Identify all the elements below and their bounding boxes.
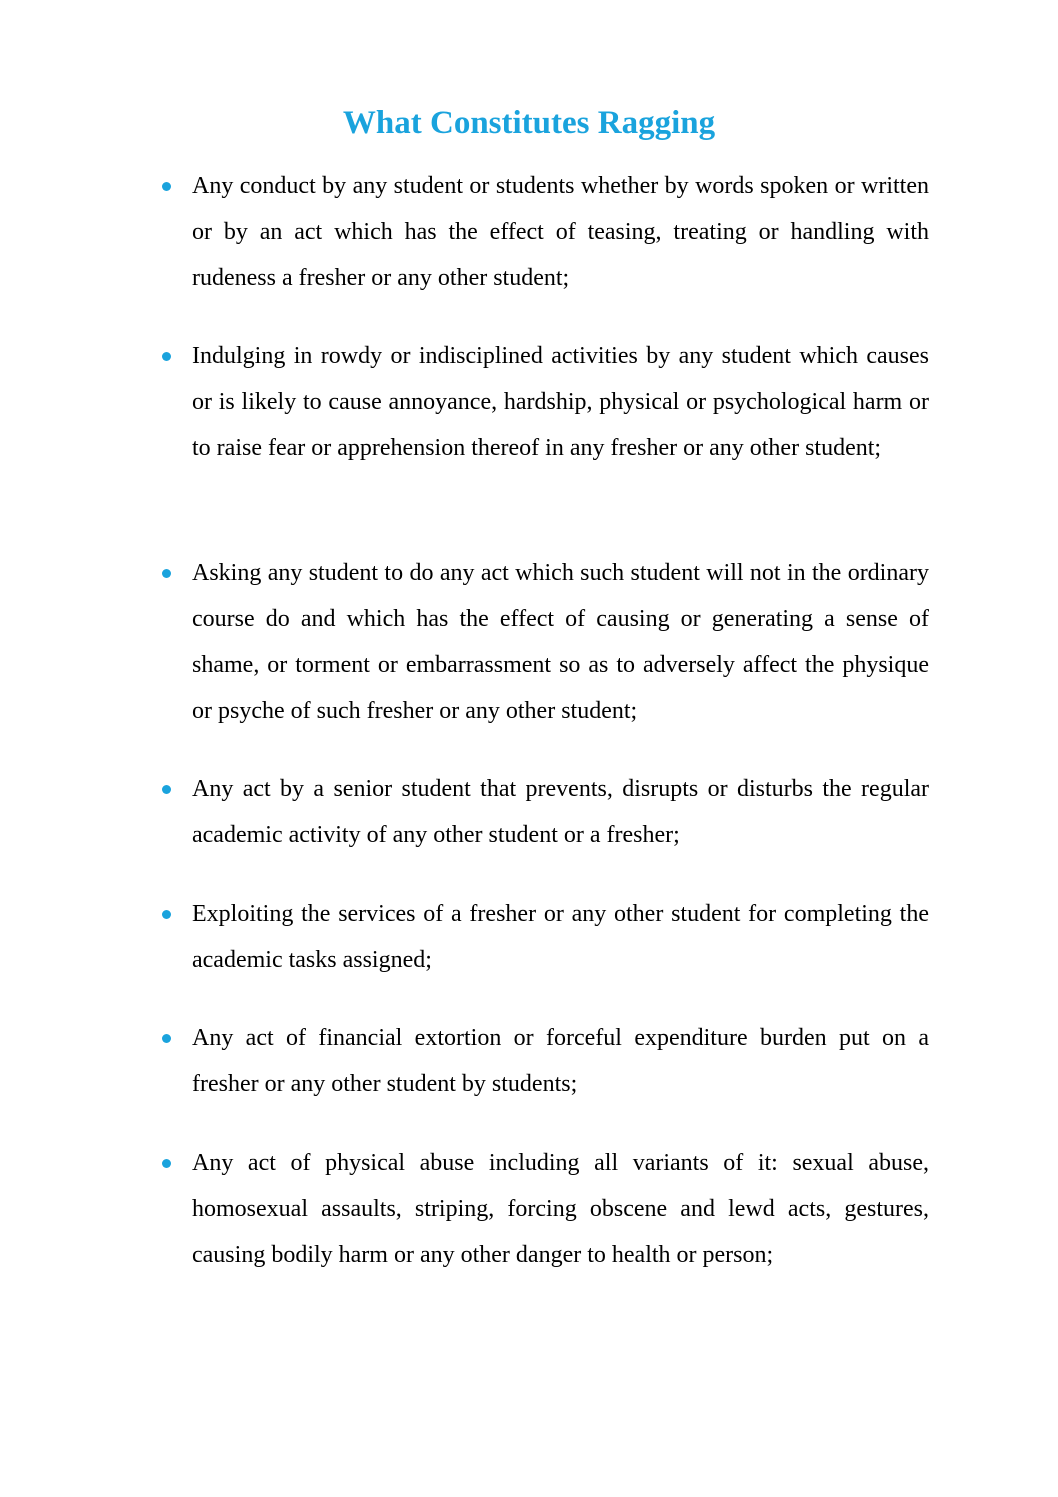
page-title: What Constitutes Ragging <box>342 105 716 141</box>
list-item-text: Indulging in rowdy or indisciplined activities by any student which causes or is likely to cause annoyance, hardship, physical or psychological harm or to raise fear or apprehension thereof in any fresher or any other student; <box>192 343 929 461</box>
bullet-icon <box>162 352 171 361</box>
bullet-icon <box>162 785 171 794</box>
list-item-text: Asking any student to do any act which such student will not in the ordinary course do and which has the effect of causing or generating a sense of shame, or torment or embarrassment so as to adversely affect the physique or psyche of such fresher or any other student; <box>192 560 929 724</box>
list-item-text: Exploiting the services of a fresher or any other student for completing the academic tasks assigned; <box>192 901 929 973</box>
list-item-text: Any conduct by any student or students whether by words spoken or written or by an act which has the effect of teasing, treating or handling with rudeness a fresher or any other student; <box>192 173 929 291</box>
bullet-icon <box>162 1034 171 1043</box>
bullet-icon <box>162 1159 171 1168</box>
bullet-icon <box>162 569 171 578</box>
list-item-text: Any act by a senior student that prevents, disrupts or disturbs the regular academic activity of any other student or a fresher; <box>192 776 929 848</box>
list-item-text: Any act of financial extortion or forceful expenditure burden put on a fresher or any other student by students; <box>192 1025 929 1097</box>
list-item-text: Any act of physical abuse including all variants of it: sexual abuse, homosexual assaults, striping, forcing obscene and lewd acts, gestures, causing bodily harm or any other danger to health or person; <box>192 1150 929 1268</box>
bullet-icon <box>162 182 171 191</box>
bullet-icon <box>162 910 171 919</box>
